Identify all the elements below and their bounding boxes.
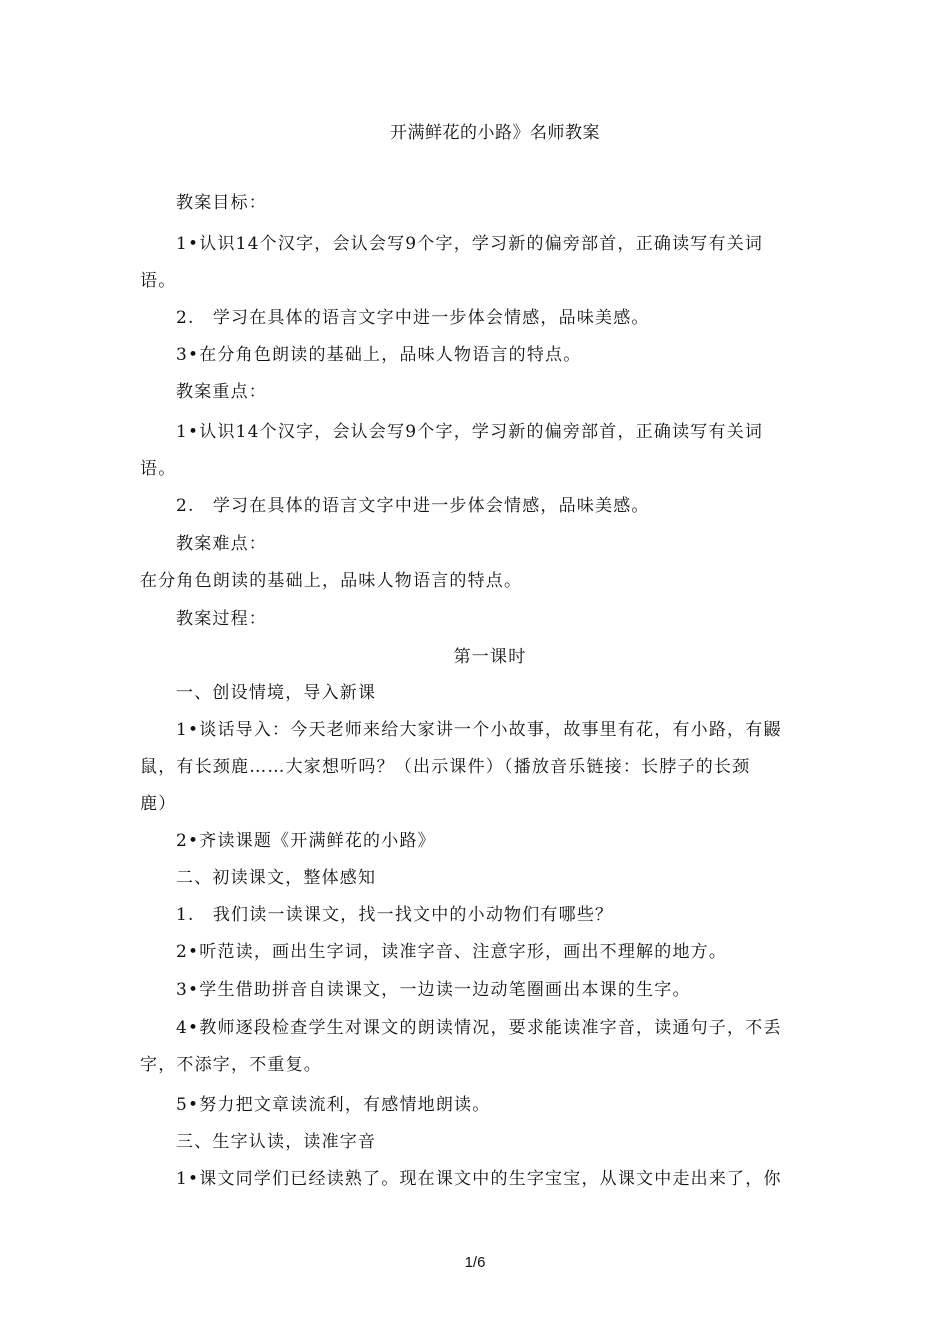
paragraph-line: 1. 我们读一读课文，找一找文中的小动物们有哪些？ [176,905,614,925]
section-heading-objectives: 教案目标： [176,193,267,213]
section-heading-key-points: 教案重点： [176,382,267,402]
paragraph-line: 1•认识14个汉字，会认会写9个字，学习新的偏旁部首，正确读写有关词 [176,422,764,442]
paragraph-line: 1•课文同学们已经读熟了。现在课文中的生字宝宝，从课文中走出来了，你 [176,1169,782,1189]
paragraph-line: 鹿） [140,794,177,814]
paragraph-line: 4•教师逐段检查学生对课文的朗读情况，要求能读准字音，读通句子，不丢 [176,1018,782,1038]
paragraph-line: 2•齐读课题《开满鲜花的小路》 [176,831,436,851]
paragraph-line: 语。 [140,459,177,479]
section-heading-process: 教案过程： [176,609,267,629]
page-number: 1/6 [464,1254,486,1271]
subsection-heading: 一、创设情境，导入新课 [176,683,377,703]
paragraph-line: 3•在分角色朗读的基础上，品味人物语言的特点。 [176,345,582,365]
paragraph-line: 1•谈话导入：今天老师来给大家讲一个小故事，故事里有花，有小路，有鼹 [176,720,782,740]
lesson-heading: 第一课时 [453,647,527,667]
subsection-heading: 三、生字认读，读准字音 [176,1132,377,1152]
paragraph-line: 字，不添字，不重复。 [140,1055,322,1075]
paragraph-line: 2. 学习在具体的语言文字中进一步体会情感，品味美感。 [176,496,650,516]
paragraph-line: 1•认识14个汉字，会认会写9个字，学习新的偏旁部首，正确读写有关词 [176,234,764,254]
paragraph-line: 3•学生借助拼音自读课文，一边读一边动笔圈画出本课的生字。 [176,980,691,1000]
subsection-heading: 二、初读课文，整体感知 [176,868,377,888]
paragraph-line: 5•努力把文章读流利，有感情地朗读。 [176,1095,491,1115]
section-heading-difficulties: 教案难点： [176,534,267,554]
paragraph-line: 鼠，有长颈鹿……大家想听吗？（出示课件）（播放音乐链接：长脖子的长颈 [140,757,751,777]
paragraph-line: 2. 学习在具体的语言文字中进一步体会情感，品味美感。 [176,308,650,328]
paragraph-line: 2•听范读，画出生字词，读准字音、注意字形，画出不理解的地方。 [176,942,728,962]
paragraph-line: 在分角色朗读的基础上，品味人物语言的特点。 [140,571,523,591]
paragraph-line: 语。 [140,271,177,291]
document-title: 开满鲜花的小路》名师教案 [390,123,600,143]
